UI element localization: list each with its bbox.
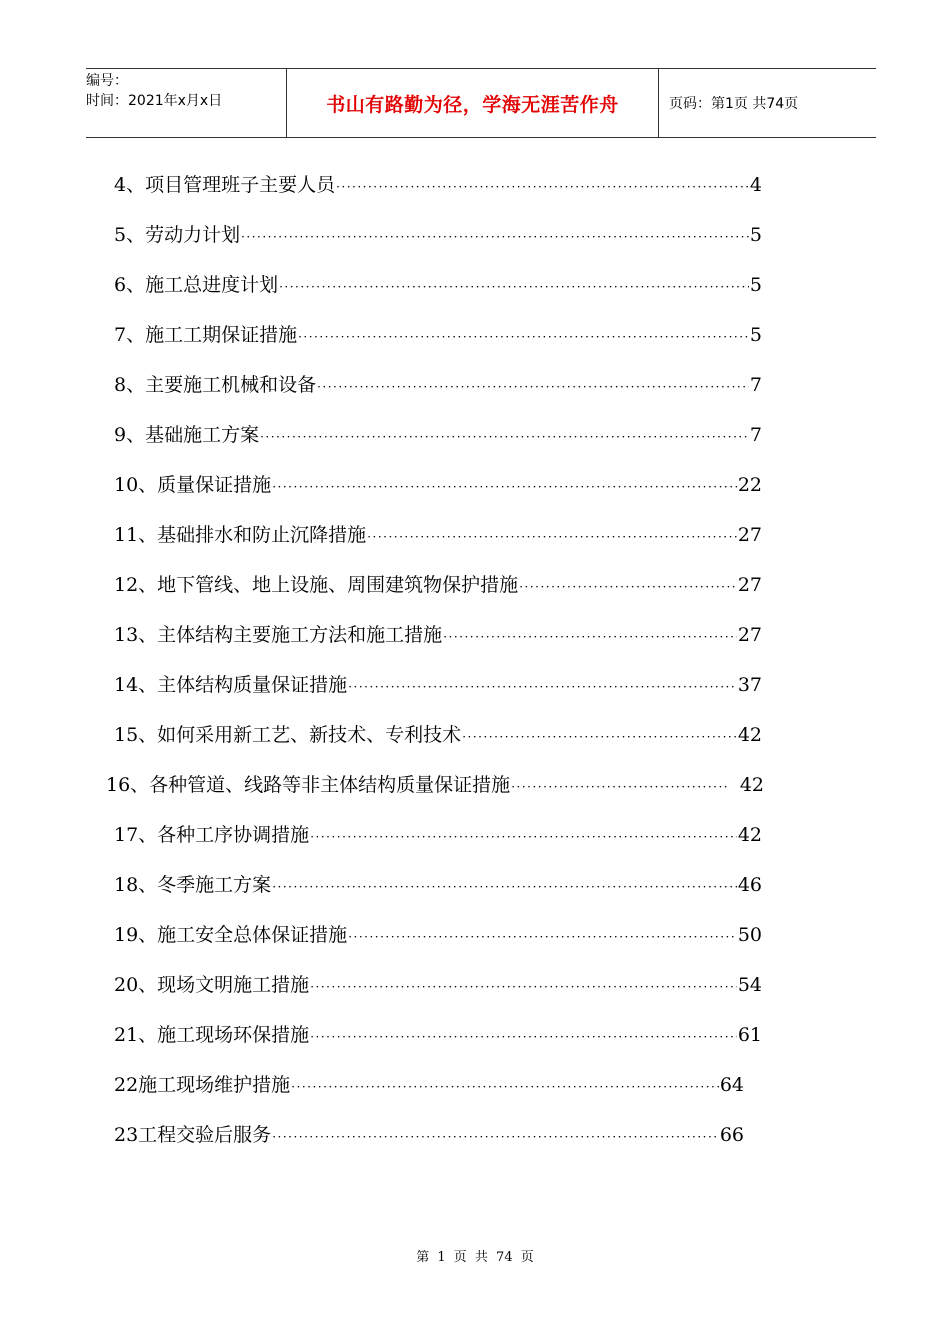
toc-item-page: 54	[737, 974, 762, 996]
toc-item-page: 7	[749, 374, 762, 396]
toc-item[interactable]	[114, 370, 762, 400]
toc-item[interactable]	[114, 220, 762, 250]
toc-leader-dots	[519, 572, 737, 602]
toc-item-page: 7	[749, 424, 762, 446]
toc-leader-dots	[272, 1122, 719, 1152]
toc-item[interactable]	[114, 570, 762, 600]
toc-leader-dots	[348, 922, 737, 952]
toc-leader-dots	[511, 772, 730, 802]
toc-item-page: 42	[739, 774, 764, 796]
header-meta	[86, 69, 286, 137]
toc-leader-dots	[310, 1022, 737, 1052]
toc-item-title: 17、各种工序协调措施	[114, 824, 310, 846]
toc-item-title: 22施工现场维护措施	[114, 1074, 291, 1096]
toc-item-title: 23工程交验后服务	[114, 1124, 272, 1146]
toc-leader-dots	[272, 472, 737, 502]
toc-item[interactable]	[114, 870, 762, 900]
toc-item[interactable]	[114, 970, 762, 1000]
toc-item-page: 27	[737, 524, 762, 546]
toc-item-page: 27	[737, 574, 762, 596]
toc-item[interactable]	[114, 470, 762, 500]
time-label: 时间：2021年x月x日	[86, 93, 223, 109]
toc-item-page: 37	[737, 674, 762, 696]
toc-item[interactable]	[114, 1120, 744, 1150]
toc-item[interactable]	[114, 620, 762, 650]
toc-item-page: 4	[749, 174, 762, 196]
toc-item-title: 18、冬季施工方案	[114, 874, 272, 896]
toc-leader-dots	[260, 422, 749, 452]
toc-item-page: 5	[749, 224, 762, 246]
toc-item[interactable]	[114, 670, 762, 700]
toc-item[interactable]	[114, 1070, 744, 1100]
toc-item-title: 21、施工现场环保措施	[114, 1024, 310, 1046]
toc-leader-dots	[317, 372, 749, 402]
toc-leader-dots	[272, 872, 737, 902]
toc-leader-dots	[336, 172, 749, 202]
toc-item-page: 61	[737, 1024, 762, 1046]
toc-item-title: 13、主体结构主要施工方法和施工措施	[114, 624, 443, 646]
toc-item[interactable]	[106, 770, 764, 800]
toc-leader-dots	[348, 672, 737, 702]
toc-item-title: 16、各种管道、线路等非主体结构质量保证措施	[106, 774, 511, 796]
toc-item[interactable]	[114, 170, 762, 200]
toc-item[interactable]	[114, 1020, 762, 1050]
toc-item-title: 20、现场文明施工措施	[114, 974, 310, 996]
toc-item-title: 12、地下管线、地上设施、周围建筑物保护措施	[114, 574, 519, 596]
toc-item[interactable]	[114, 270, 762, 300]
toc-item-page: 5	[749, 274, 762, 296]
toc-item[interactable]	[114, 820, 762, 850]
toc-leader-dots	[310, 972, 737, 1002]
toc-item-page: 42	[737, 724, 762, 746]
toc-item[interactable]	[114, 520, 762, 550]
toc-item-title: 10、质量保证措施	[114, 474, 272, 496]
toc-item-title: 11、基础排水和防止沉降措施	[114, 524, 367, 546]
toc-leader-dots	[367, 522, 737, 552]
toc-leader-dots	[291, 1072, 719, 1102]
toc-item-title: 19、施工安全总体保证措施	[114, 924, 348, 946]
toc-leader-dots	[298, 322, 749, 352]
toc-item-page: 50	[737, 924, 762, 946]
toc-item-page: 64	[719, 1074, 744, 1096]
toc-item[interactable]	[114, 320, 762, 350]
toc-leader-dots	[310, 822, 737, 852]
toc-leader-dots	[279, 272, 749, 302]
toc-item-title: 7、施工工期保证措施	[114, 324, 298, 346]
toc-leader-dots	[241, 222, 749, 252]
toc-item-title: 4、项目管理班子主要人员	[114, 174, 336, 196]
toc-item-title: 8、主要施工机械和设备	[114, 374, 317, 396]
toc-item-page: 42	[737, 824, 762, 846]
toc-leader-dots	[443, 622, 737, 652]
toc-item[interactable]	[114, 420, 762, 450]
toc-item-title: 9、基础施工方案	[114, 424, 260, 446]
toc-item-title: 5、劳动力计划	[114, 224, 241, 246]
toc-item-page: 27	[737, 624, 762, 646]
toc-item-title: 6、施工总进度计划	[114, 274, 279, 296]
toc-item-page: 66	[719, 1124, 744, 1146]
header-page-info: 页码：第1页 共74页	[669, 96, 799, 112]
document-header	[86, 68, 876, 138]
toc-item[interactable]	[114, 720, 762, 750]
toc-leader-dots	[462, 722, 737, 752]
toc-item-title: 14、主体结构质量保证措施	[114, 674, 348, 696]
toc-item-page: 22	[737, 474, 762, 496]
toc-item-page: 5	[749, 324, 762, 346]
toc-item-title: 15、如何采用新工艺、新技术、专利技术	[114, 724, 462, 746]
header-motto: 书山有路勤为径，学海无涯苦作舟	[286, 69, 659, 137]
toc-item[interactable]	[114, 920, 762, 950]
page-footer: 第 1 页 共 74 页	[416, 1250, 534, 1265]
number-label: 编号：	[86, 73, 128, 89]
toc-item-page: 46	[737, 874, 762, 896]
